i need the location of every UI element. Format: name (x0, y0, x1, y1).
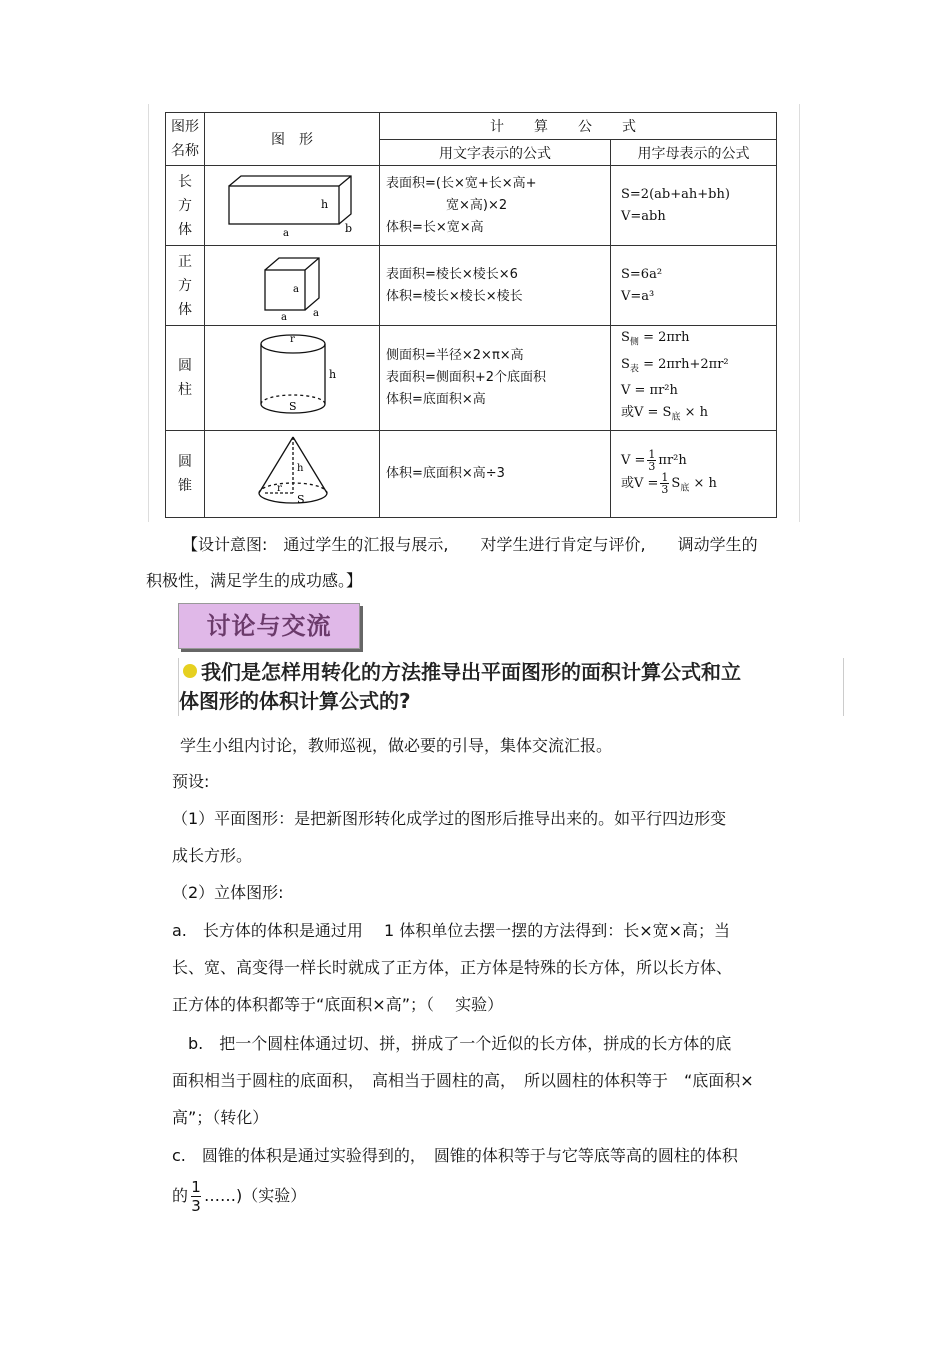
letter-formula: S=6a² V=a³ (611, 246, 777, 326)
header-letters: 用字母表示的公式 (611, 140, 777, 166)
fraction: $\frac{1}{3}$ (648, 447, 656, 473)
paragraph: （1）平面图形：是把新图形转化成学过的图形后推导出来的。如平行四边形变 (172, 809, 727, 828)
cylinder-drawing (205, 326, 379, 426)
paragraph: 高”；（转化） (172, 1108, 269, 1127)
question-box (178, 658, 844, 716)
label-a: a (293, 284, 299, 295)
design-note-line1: 【设计意图: 通过学生的汇报与展示, 对学生进行肯定与评价, 调动学生的 (182, 535, 758, 554)
paragraph: a. 长方体的体积是通过用 1 体积单位去摆一摆的方法得到：长×宽×高；当 (172, 921, 731, 940)
formula-surface-area: $S_表 = 2\pi rh+2\pi r^2$ (621, 356, 729, 375)
label-h: h (329, 368, 337, 381)
cone-figure (205, 431, 380, 518)
label-h: h (321, 198, 329, 211)
shape-name: 圆 锥 (166, 431, 205, 518)
header-words: 用文字表示的公式 (380, 140, 611, 166)
letter-formula: S=2(ab+ah+bh) V=abh (611, 166, 777, 246)
label-a: a (281, 312, 287, 321)
header-figure: 图 形 (205, 113, 380, 166)
cuboid-figure (205, 166, 380, 246)
paragraph: c. 圆锥的体积是通过实验得到的， 圆锥的体积等于与它等底等高的圆柱的体积 (172, 1146, 738, 1165)
label-r: r (290, 334, 295, 345)
bullet-dot-icon (183, 664, 197, 678)
shape-name: 长 方 体 (166, 166, 205, 246)
paragraph-fraction: 的 $\frac{1}{3}$ ……)（实验） (172, 1178, 307, 1215)
formula-cone-volume-alt: 或V = $\frac{1}{3}$ $S_底 \times h$ (621, 470, 717, 496)
cube-drawing (205, 246, 379, 321)
table-row (166, 246, 777, 326)
label-r: r (277, 483, 282, 494)
cube-figure (205, 246, 380, 326)
table-row (166, 326, 777, 431)
formula-cone-volume: V = $\frac{1}{3}$ πr²h (621, 447, 687, 473)
discussion-badge: 讨论与交流 (178, 603, 360, 649)
fraction: $\frac{1}{3}$ (661, 470, 669, 496)
word-formula: 侧面积=半径×2×π×高 表面积=侧面积+2个底面积 体积=底面积×高 (380, 326, 611, 431)
label-s: S (297, 493, 305, 506)
formula-table (165, 112, 777, 518)
label-b: b (345, 222, 353, 235)
table-row (166, 166, 777, 246)
word-formula: 表面积=棱长×棱长×6 体积=棱长×棱长×棱长 (380, 246, 611, 326)
question-line2: 体图形的体积计算公式的? (179, 689, 411, 713)
header-name-line: 名称 (171, 143, 199, 159)
paragraph: 学生小组内讨论，教师巡视，做必要的引导，集体交流汇报。 (180, 736, 613, 755)
fraction: $\frac{1}{3}$ (191, 1178, 201, 1215)
paragraph: b. 把一个圆柱体通过切、拼，拼成了一个近似的长方体，拼成的长方体的底 (172, 1034, 732, 1053)
formula-table-frame (148, 104, 800, 522)
table-row (166, 431, 777, 518)
header-name-line: 图形 (171, 119, 199, 135)
header-formula: 计算公式 (380, 113, 777, 140)
letter-formula (611, 431, 777, 518)
paragraph: 面积相当于圆柱的底面积， 高相当于圆柱的高， 所以圆柱的体积等于 “底面积× (172, 1071, 754, 1090)
shape-name: 圆 柱 (166, 326, 205, 431)
formula-volume-alt: 或$V = S_底 \times h$ (621, 405, 708, 423)
label-a: a (283, 228, 289, 239)
paragraph: 正方体的体积都等于“底面积×高”；（ 实验） (172, 995, 504, 1014)
header-name-cell (166, 113, 205, 166)
paragraph: 预设: (172, 772, 210, 791)
paragraph: （2）立体图形: (172, 883, 284, 902)
paragraph: 长、宽、高变得一样长时就成了正方体，正方体是特殊的长方体，所以长方体、 (172, 958, 733, 977)
design-note-line2: 积极性，满足学生的成功感。】 (146, 571, 363, 590)
letter-formula: $S_侧 = 2\pi rh$ $S_表 = 2\pi rh+2\pi r^2$ V = πr²h 或$V = S_底 \times h$ (611, 326, 777, 431)
label-h: h (297, 463, 304, 474)
cone-drawing (205, 431, 379, 513)
shape-name: 正 方 体 (166, 246, 205, 326)
label-s: S (289, 400, 297, 413)
word-formula: 体积=底面积×高÷3 (380, 431, 611, 518)
label-a: a (313, 308, 319, 319)
question-line1: 我们是怎样用转化的方法推导出平面图形的面积计算公式和立 (201, 660, 741, 684)
cylinder-figure (205, 326, 380, 431)
formula-lateral-area: $S_侧 = 2\pi rh$ (621, 330, 690, 348)
paragraph: 成长方形。 (172, 846, 253, 865)
word-formula: 表面积=(长×宽+长×高+ 宽×高)×2 体积=长×宽×高 (380, 166, 611, 246)
cuboid-drawing (205, 166, 379, 241)
